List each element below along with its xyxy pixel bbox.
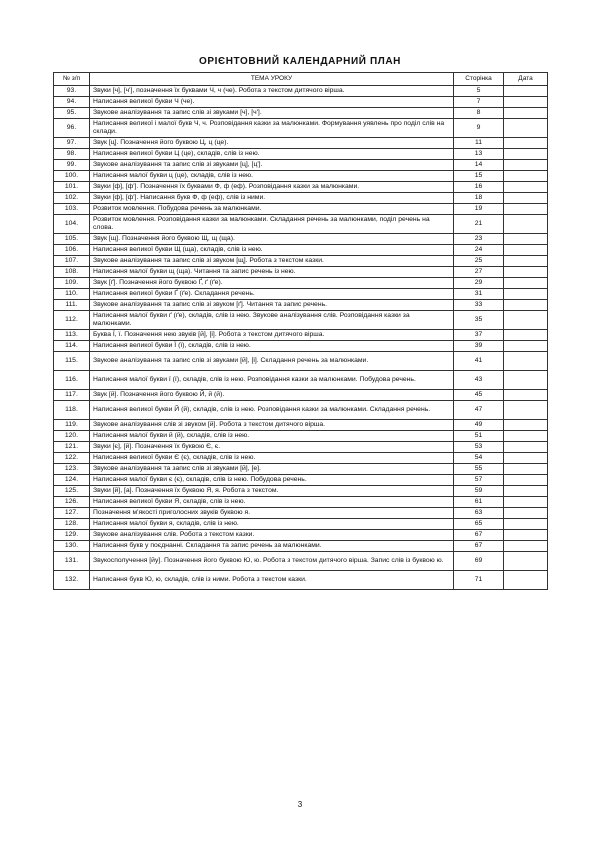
- row-page: 5: [454, 86, 504, 97]
- row-page: 25: [454, 256, 504, 267]
- row-number: 109.: [54, 278, 90, 289]
- row-topic: Написання малої букви ї (ї), складів, слів із нею. Розповідання казки за малюнками. Побудова речень.: [90, 371, 454, 390]
- row-number: 96.: [54, 119, 90, 138]
- row-date: [504, 431, 548, 442]
- table-row: [54, 267, 548, 278]
- row-date: [504, 267, 548, 278]
- row-page: 27: [454, 267, 504, 278]
- row-topic: Звук [й]. Позначення його буквою Й, й (й).: [90, 390, 454, 401]
- column-header-topic: ТЕМА УРОКУ: [90, 73, 454, 86]
- row-number: 132.: [54, 571, 90, 590]
- table-row: [54, 300, 548, 311]
- row-date: [504, 138, 548, 149]
- row-date: [504, 341, 548, 352]
- row-number: 129.: [54, 530, 90, 541]
- row-page: 41: [454, 352, 504, 371]
- table-row: [54, 330, 548, 341]
- row-topic: Написання малої букви ц (це), складів, слів із нею.: [90, 171, 454, 182]
- row-number: 115.: [54, 352, 90, 371]
- row-date: [504, 464, 548, 475]
- row-date: [504, 390, 548, 401]
- row-date: [504, 552, 548, 571]
- table-row: [54, 86, 548, 97]
- row-date: [504, 97, 548, 108]
- row-topic: Звуки [й], [а]. Позначення їх буквою Я, я. Робота з текстом.: [90, 486, 454, 497]
- table-row: [54, 234, 548, 245]
- table-row: [54, 138, 548, 149]
- row-number: 130.: [54, 541, 90, 552]
- table-row: [54, 160, 548, 171]
- row-page: 65: [454, 519, 504, 530]
- row-topic: Написання великої букви Є (є), складів, слів із нею.: [90, 453, 454, 464]
- row-page: 11: [454, 138, 504, 149]
- row-page: 71: [454, 571, 504, 590]
- table-row: [54, 108, 548, 119]
- row-date: [504, 486, 548, 497]
- table-row: [54, 182, 548, 193]
- row-topic: Звукове аналізування та запис слів зі звуками [ч], [ч'].: [90, 108, 454, 119]
- table-row: [54, 390, 548, 401]
- row-topic: Звук [ґ]. Позначення його буквою Ґ, ґ (ґе).: [90, 278, 454, 289]
- table-row: [54, 119, 548, 138]
- row-page: 19: [454, 204, 504, 215]
- page-number: 3: [297, 800, 303, 809]
- table-row: [54, 486, 548, 497]
- row-topic: Написання букв Ю, ю, складів, слів із ними. Робота з текстом казки.: [90, 571, 454, 590]
- row-date: [504, 475, 548, 486]
- row-date: [504, 234, 548, 245]
- table-row: [54, 541, 548, 552]
- row-date: [504, 182, 548, 193]
- table-row: [54, 530, 548, 541]
- row-page: 59: [454, 486, 504, 497]
- row-date: [504, 193, 548, 204]
- row-page: 39: [454, 341, 504, 352]
- row-topic: Звуки [ф], [ф']. Позначення їх буквами Ф, ф (еф). Розповідання казки за малюнками.: [90, 182, 454, 193]
- table-row: [54, 475, 548, 486]
- row-page: 47: [454, 401, 504, 420]
- row-date: [504, 278, 548, 289]
- row-number: 94.: [54, 97, 90, 108]
- row-page: 24: [454, 245, 504, 256]
- row-page: 13: [454, 149, 504, 160]
- row-page: 21: [454, 215, 504, 234]
- row-number: 126.: [54, 497, 90, 508]
- table-row: [54, 571, 548, 590]
- row-topic: Звукове аналізування та запис слів зі звуками [й], [е].: [90, 464, 454, 475]
- table-row: [54, 442, 548, 453]
- row-number: 113.: [54, 330, 90, 341]
- row-topic: Звукове аналізування та запис слів зі звуками [й], [і]. Складання речень за малюнками.: [90, 352, 454, 371]
- row-date: [504, 119, 548, 138]
- row-date: [504, 497, 548, 508]
- row-number: 95.: [54, 108, 90, 119]
- row-number: 131.: [54, 552, 90, 571]
- row-date: [504, 530, 548, 541]
- row-page: 33: [454, 300, 504, 311]
- row-number: 119.: [54, 420, 90, 431]
- row-topic: Написання великої букви Я, складів, слів із нею.: [90, 497, 454, 508]
- row-date: [504, 420, 548, 431]
- calendar-plan-table: [53, 72, 548, 590]
- row-date: [504, 149, 548, 160]
- table-row: [54, 193, 548, 204]
- row-number: 114.: [54, 341, 90, 352]
- row-number: 121.: [54, 442, 90, 453]
- row-date: [504, 160, 548, 171]
- table-row: [54, 215, 548, 234]
- row-topic: Написання букв у поєднанні. Складання та запис речень за малюнками.: [90, 541, 454, 552]
- row-date: [504, 352, 548, 371]
- row-date: [504, 442, 548, 453]
- row-number: 120.: [54, 431, 90, 442]
- row-date: [504, 571, 548, 590]
- row-number: 122.: [54, 453, 90, 464]
- row-number: 124.: [54, 475, 90, 486]
- row-page: 29: [454, 278, 504, 289]
- table-row: [54, 171, 548, 182]
- table-row: [54, 371, 548, 390]
- row-date: [504, 453, 548, 464]
- row-topic: Написання великої букви Ґ (ґе). Складання речень.: [90, 289, 454, 300]
- row-number: 102.: [54, 193, 90, 204]
- row-topic: Написання малої букви щ (ща). Читання та запис речень із нею.: [90, 267, 454, 278]
- row-page: 31: [454, 289, 504, 300]
- row-topic: Написання малої букви й (й), складів, слів із нею.: [90, 431, 454, 442]
- column-header-date: Дата: [504, 73, 548, 86]
- row-topic: Звуки [ч], [ч'], позначення їх буквами Ч, ч (че). Робота з текстом дитячого вірша.: [90, 86, 454, 97]
- row-topic: Написання великої і малої букв Ч, ч. Розповідання казки за малюнками. Формування уявлень про поділ слів на склади.: [90, 119, 454, 138]
- table-row: [54, 431, 548, 442]
- row-page: 45: [454, 390, 504, 401]
- row-topic: Написання великої букви Щ (ща), складів, слів із нею.: [90, 245, 454, 256]
- row-topic: Написання малої букви я, складів, слів із нею.: [90, 519, 454, 530]
- row-page: 55: [454, 464, 504, 475]
- row-page: 43: [454, 371, 504, 390]
- column-header-num: № з/п: [54, 73, 90, 86]
- row-number: 112.: [54, 311, 90, 330]
- row-topic: Звукосполучення [йу]. Позначення його буквою Ю, ю. Робота з текстом дитячого вірша. Запис слів із буквою ю.: [90, 552, 454, 571]
- row-topic: Розвиток мовлення. Побудова речень за малюнками.: [90, 204, 454, 215]
- table-row: [54, 497, 548, 508]
- row-date: [504, 401, 548, 420]
- row-date: [504, 86, 548, 97]
- row-topic: Звуки [ф], [ф']. Написання букв Ф, ф (еф), слів із ними.: [90, 193, 454, 204]
- row-page: 8: [454, 108, 504, 119]
- row-date: [504, 519, 548, 530]
- table-row: [54, 453, 548, 464]
- row-date: [504, 330, 548, 341]
- table-row: [54, 341, 548, 352]
- row-date: [504, 289, 548, 300]
- row-number: 108.: [54, 267, 90, 278]
- table-row: [54, 519, 548, 530]
- row-topic: Розвиток мовлення. Розповідання казки за малюнками. Складання речень за малюнками, поділ речень на слова.: [90, 215, 454, 234]
- row-page: 35: [454, 311, 504, 330]
- row-topic: Звукове аналізування та запис слів зі звуком [ґ]. Читання та запис речень.: [90, 300, 454, 311]
- row-date: [504, 371, 548, 390]
- row-topic: Звукове аналізування слів. Робота з текстом казки.: [90, 530, 454, 541]
- table-row: [54, 464, 548, 475]
- row-number: 98.: [54, 149, 90, 160]
- row-page: 49: [454, 420, 504, 431]
- row-topic: Звукове аналізування слів зі звуком [й]. Робота з текстом дитячого вірша.: [90, 420, 454, 431]
- table-row: [54, 245, 548, 256]
- row-number: 107.: [54, 256, 90, 267]
- row-date: [504, 215, 548, 234]
- table-row: [54, 401, 548, 420]
- row-page: 63: [454, 508, 504, 519]
- row-date: [504, 171, 548, 182]
- row-page: 51: [454, 431, 504, 442]
- row-page: 61: [454, 497, 504, 508]
- row-number: 111.: [54, 300, 90, 311]
- row-date: [504, 245, 548, 256]
- table-row: [54, 420, 548, 431]
- table-row: [54, 256, 548, 267]
- table-row: [54, 352, 548, 371]
- row-page: 14: [454, 160, 504, 171]
- row-topic: Буква Ї, ї. Позначення нею звуків [й], [і]. Робота з текстом дитячого вірша.: [90, 330, 454, 341]
- row-date: [504, 300, 548, 311]
- row-number: 101.: [54, 182, 90, 193]
- row-number: 116.: [54, 371, 90, 390]
- row-date: [504, 541, 548, 552]
- row-topic: Звукове аналізування та запис слів зі звуками [ц], [ц'].: [90, 160, 454, 171]
- row-topic: Написання малої букви ґ (ґе), складів, слів із нею. Звукове аналізування слів. Розповідання казки за малюнками.: [90, 311, 454, 330]
- row-page: 16: [454, 182, 504, 193]
- table-row: [54, 552, 548, 571]
- table-body: [54, 86, 548, 590]
- row-page: 37: [454, 330, 504, 341]
- row-page: 53: [454, 442, 504, 453]
- page-title: ОРІЄНТОВНИЙ КАЛЕНДАРНИЙ ПЛАН: [199, 56, 401, 67]
- row-page: 67: [454, 541, 504, 552]
- row-number: 100.: [54, 171, 90, 182]
- row-topic: Звук [щ]. Позначення його буквою Щ, щ (ща).: [90, 234, 454, 245]
- row-number: 127.: [54, 508, 90, 519]
- row-date: [504, 204, 548, 215]
- row-number: 99.: [54, 160, 90, 171]
- row-number: 105.: [54, 234, 90, 245]
- row-number: 93.: [54, 86, 90, 97]
- table-row: [54, 508, 548, 519]
- table-row: [54, 289, 548, 300]
- row-topic: Написання малої букви є (є), складів, слів із нею. Побудова речень.: [90, 475, 454, 486]
- row-number: 117.: [54, 390, 90, 401]
- row-topic: Звукове аналізування та запис слів зі звуком [щ]. Робота з текстом казки.: [90, 256, 454, 267]
- row-number: 97.: [54, 138, 90, 149]
- row-page: 7: [454, 97, 504, 108]
- row-page: 69: [454, 552, 504, 571]
- row-number: 110.: [54, 289, 90, 300]
- row-number: 125.: [54, 486, 90, 497]
- row-date: [504, 256, 548, 267]
- row-page: 57: [454, 475, 504, 486]
- table-row: [54, 149, 548, 160]
- row-date: [504, 108, 548, 119]
- row-page: 9: [454, 119, 504, 138]
- row-date: [504, 508, 548, 519]
- table-row: [54, 311, 548, 330]
- row-page: 67: [454, 530, 504, 541]
- row-page: 54: [454, 453, 504, 464]
- row-number: 103.: [54, 204, 90, 215]
- row-topic: Звук [ц]. Позначення його буквою Ц, ц (це).: [90, 138, 454, 149]
- row-number: 128.: [54, 519, 90, 530]
- table-row: [54, 204, 548, 215]
- row-page: 15: [454, 171, 504, 182]
- row-number: 106.: [54, 245, 90, 256]
- row-number: 104.: [54, 215, 90, 234]
- row-topic: Написання великої букви Ц (це), складів, слів із нею.: [90, 149, 454, 160]
- row-topic: Написання великої букви Ч (че).: [90, 97, 454, 108]
- table-row: [54, 97, 548, 108]
- row-topic: Позначення м'якості приголосних звуків буквою я.: [90, 508, 454, 519]
- row-page: 23: [454, 234, 504, 245]
- row-date: [504, 311, 548, 330]
- table-row: [54, 278, 548, 289]
- row-topic: Написання великої букви Й (й), складів, слів із нею. Розповідання казки за малюнками. Складання речень.: [90, 401, 454, 420]
- row-topic: Звуки [є], [й]. Позначення їх буквою Є, є.: [90, 442, 454, 453]
- row-number: 123.: [54, 464, 90, 475]
- column-header-page: Сторінка: [454, 73, 504, 86]
- table-header-row: [54, 73, 548, 86]
- row-topic: Написання великої букви Ї (ї), складів, слів із нею.: [90, 341, 454, 352]
- row-page: 18: [454, 193, 504, 204]
- row-number: 118.: [54, 401, 90, 420]
